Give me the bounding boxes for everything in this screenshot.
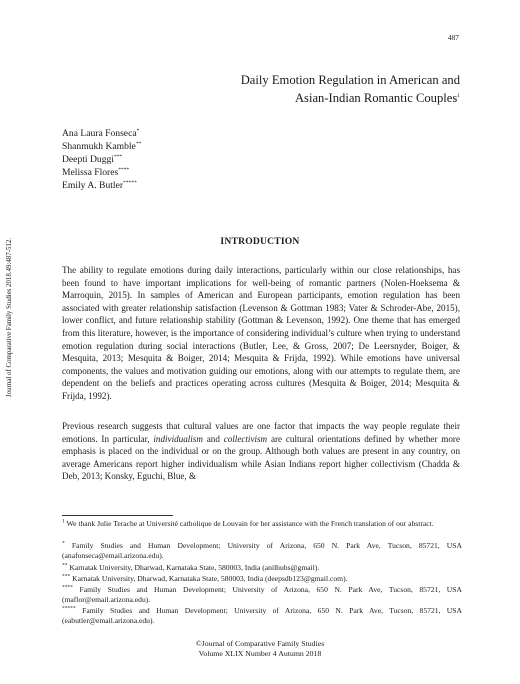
footnote-6 <box>62 606 462 627</box>
author-name: Ana Laura Fonseca <box>62 128 137 139</box>
body-paragraph-1: The ability to regulate emotions during daily interactions, particularly within our close relationships, has been found to have important implications for well-being of romantic partners (Nolen-Hoeksema & Marroquin, 2015). In samples of American and European participants, emotion regulation has been associated with greater relationship satisfaction (Levenson & Gottman 1983; Vater & Schroder-Abe, 2015), lower conflict, and future relationship stability (Gottman & Levenson, 1992). One theme that has emerged from this literature, however, is the importance of considering individual’s culture when trying to understand emotion regulation during social interactions (Butler, Lee, & Gross, 2007; De Leersnyder, Boiger, & Mesquita, 2013; Mesquita & Boiger, 2014; Mesquita & Frijda, 1992). While emotions have universal components, the values and motivation guiding our emotions, along with our attempts to regulate them, are dependent on the beliefs and practices operating across cultures (Mesquita & Boiger, 2014; Mesquita & Frijda, 1992). <box>62 265 460 401</box>
term-collectivism: collectivism <box>223 433 268 444</box>
footnote-3 <box>62 563 462 573</box>
body-paragraph-2 <box>62 420 460 483</box>
section-heading: INTRODUCTION <box>220 236 300 247</box>
footnote-marker: 1 <box>62 518 65 525</box>
footnote-text: Karnatak University, Dharwad, Karnataka State, 580003, India (anilhubs@gmail). <box>67 563 320 572</box>
author-marker: ***** <box>123 179 137 186</box>
para2-text-a: Previous research suggests that cultural values are one factor that impacts the way people regulate their emotions. In particular, <box>62 421 460 444</box>
author-5 <box>62 181 137 191</box>
footnote-text: We thank Julie Terache at Université catholique de Louvain for her assistance with the French translation of our abstract. <box>64 519 434 528</box>
footnote-marker: ** <box>62 562 68 569</box>
para2-text-c: are cultural orientations defined by whether more emphasis is placed on the individual or on the group. Although both values are present in any country, on average Americans report higher individualism while Asian Indians report higher collectivism (Chadda & Deb, 2013; Konsky, Eguchi, Blue, & <box>62 433 460 482</box>
author-marker: * <box>136 127 140 134</box>
author-name: Deepti Duggi <box>62 154 114 165</box>
footnote-text: Family Studies and Human Development; University of Arizona, 650 N. Park Ave, Tucson, 85721, USA (maflor@email.arizona.edu). <box>62 585 462 605</box>
footnote-text: Family Studies and Human Development; University of Arizona, 650 N. Park Ave, Tucson, 85721, USA (eabutler@email.arizona.edu). <box>62 606 462 626</box>
term-individualism: individualism <box>153 433 203 444</box>
title-line-2-text: Asian-Indian Romantic Couples <box>294 91 458 105</box>
author-1 <box>62 129 139 139</box>
footnote-text: Karnatak University, Dharwad, Karnataka State, 580003, India (deepsdb123@gmail.com). <box>70 574 348 583</box>
author-marker: ** <box>135 140 142 147</box>
para2-text-b: and <box>202 433 224 444</box>
footnote-marker: ***** <box>62 605 76 612</box>
footnote-5 <box>62 585 462 606</box>
author-marker: *** <box>113 153 123 160</box>
page-number: 487 <box>447 33 459 42</box>
author-name: Shanmukh Kamble <box>62 141 136 152</box>
footnote-2 <box>62 541 462 562</box>
author-2 <box>62 142 141 152</box>
footnote-marker: *** <box>62 573 71 580</box>
footnote-1 <box>62 519 462 529</box>
author-name: Emily A. Butler <box>62 180 124 191</box>
title-line-1: Daily Emotion Regulation in American and <box>240 73 460 87</box>
footnote-marker: **** <box>62 584 73 591</box>
footer-volume: Volume XLIX Number 4 Autumn 2018 <box>198 649 322 658</box>
side-journal-text: Journal of Comparative Family Studies 2018.49:487-512. <box>6 237 13 397</box>
author-4 <box>62 168 129 178</box>
footnote-text: Family Studies and Human Development; University of Arizona, 650 N. Park Ave, Tucson, 85721, USA (anafonseca@email.arizona.edu). <box>62 541 462 561</box>
footnote-divider <box>62 515 173 516</box>
footnote-marker: * <box>62 540 65 547</box>
author-3 <box>62 155 122 165</box>
footnote-4 <box>62 574 462 584</box>
author-marker: **** <box>118 166 130 173</box>
title-line-2 <box>295 92 460 105</box>
title-footnote-marker: 1 <box>457 92 460 99</box>
author-name: Melissa Flores <box>62 167 119 178</box>
footer-journal: ©Journal of Comparative Family Studies <box>195 639 325 648</box>
